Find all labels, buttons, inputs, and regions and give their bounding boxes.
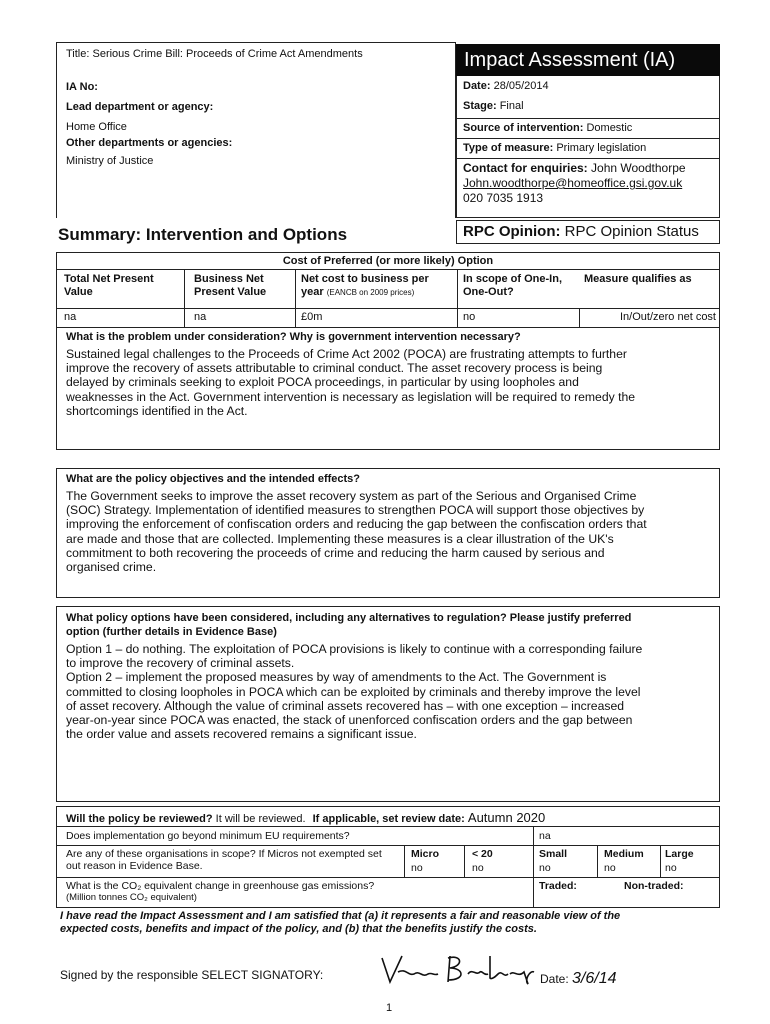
orgs-question: Are any of these organisations in scope? If Micros not exempted set out reason in Evidence Base. <box>66 848 382 872</box>
cost-val-one-in-one-out: no <box>463 311 476 323</box>
contact-block: Contact for enquiries: John Woodthorpe John.woodthorpe@homeoffice.gsi.gov.uk 020 7035 1913 <box>463 161 686 205</box>
options-text: Option 1 – do nothing. The exploitation of POCA provisions is likely to continue with a corresponding failure to improve the recovery of criminal assets. Option 2 – implement the proposed measures by way of amendments to the Act. The Government is committed to closing loopholes in POCA which can be exploited by criminals and thereby improve the level of asset recovery. Although the value of criminal assets recovered has – with one exception – increased year-on-year since POCA was enacted, the stack of unenforced confiscation orders and the gap between the order value and assets recovered remains a significant issue. <box>66 642 643 742</box>
lead-dept-label: Lead department or agency: <box>66 101 214 113</box>
signature-image <box>378 950 538 986</box>
orgs-value-micro: no <box>411 862 423 874</box>
cost-col-total-npv: Total Net Present Value <box>64 273 154 298</box>
traded-label: Traded: <box>539 880 577 892</box>
signature-date-value: 3/6/14 <box>572 970 617 987</box>
objectives-text: The Government seeks to improve the asset recovery system as part of the Serious and Organised Crime (SOC) Strategy. Implementation of identified measures to strengthen POCA will support those objectives by improving the enforcement of confiscation orders and reducing the gap between the confiscation orders that are made and those that are collected. Implementing these measures is a clear illustration of the UK's commitment to both recovering the proceeds of crime and reducing the harm caused by serious and organised crime. <box>66 489 647 575</box>
contact-email[interactable]: John.woodthorpe@homeoffice.gsi.gov.uk <box>463 176 683 190</box>
signature-scribble <box>378 950 538 986</box>
rpc-line: RPC Opinion: RPC Opinion Status <box>463 223 699 240</box>
orgs-header-micro: Micro <box>411 848 440 860</box>
cost-val-measure-qualifies: In/Out/zero net cost <box>620 311 716 323</box>
ia-banner <box>456 44 720 76</box>
ia-banner-text: Impact Assessment (IA) <box>464 49 676 71</box>
cost-table-caption: Cost of Preferred (or more likely) Option <box>282 255 494 267</box>
source-line: Source of intervention: Domestic <box>463 122 633 134</box>
stage-line: Stage: Final <box>463 100 524 112</box>
cost-val-business-npv: na <box>194 311 207 323</box>
objectives-question: What are the policy objectives and the intended effects? <box>66 473 361 485</box>
ia-no-label: IA No: <box>66 81 98 93</box>
options-question: What policy options have been considered, including any alternatives to regulation? Please justify preferred option (further details in Evidence Base) <box>66 612 632 638</box>
signature-label: Signed by the responsible SELECT SIGNATORY: <box>60 968 324 982</box>
orgs-value-small: no <box>539 862 551 874</box>
cost-col-net-cost: Net cost to business per year (EANCB on 2009 prices) <box>301 273 429 298</box>
signature-date-label: Date: <box>540 972 569 986</box>
cost-col-measure-qualifies: Measure qualifies as <box>584 273 692 285</box>
cost-col-business-npv: Business Net Present Value <box>194 273 267 298</box>
eu-answer: na <box>539 830 551 842</box>
orgs-header-under20: < 20 <box>472 848 493 860</box>
review-line: Will the policy be reviewed? It will be reviewed. If applicable, set review date: Autumn 2020 <box>66 810 546 825</box>
contact-phone: 020 7035 1913 <box>463 191 544 205</box>
orgs-header-medium: Medium <box>604 848 644 860</box>
orgs-value-medium: no <box>604 862 616 874</box>
orgs-header-large: Large <box>665 848 694 860</box>
title-line: Title: Serious Crime Bill: Proceeds of Crime Act Amendments <box>66 48 363 60</box>
co2-question: What is the CO₂ equivalent change in greenhouse gas emissions? (Million tonnes CO₂ equivalent) <box>66 880 375 903</box>
orgs-value-under20: no <box>472 862 484 874</box>
cost-val-total-npv: na <box>64 311 77 323</box>
orgs-value-large: no <box>665 862 677 874</box>
other-dept-label: Other departments or agencies: <box>66 137 233 149</box>
eu-question: Does implementation go beyond minimum EU requirements? <box>66 830 350 842</box>
problem-text: Sustained legal challenges to the Proceeds of Crime Act 2002 (POCA) are frustrating attempts to further improve the recovery of assets attributable to criminal conduct. The asset recovery process is being delayed by criminals seeking to exploit POCA proceedings, in particular by using loopholes and weaknesses in the Act. Government intervention is necessary as legislation will be required to remedy the shortcomings identified in the Act. <box>66 347 636 418</box>
date-line: Date: 28/05/2014 <box>463 80 549 92</box>
declaration: I have read the Impact Assessment and I am satisfied that (a) it represents a fair and reasonable view of the expected costs, benefits and impact of the policy, and (b) that the benefits justify the costs. <box>60 910 621 935</box>
cost-val-net-cost: £0m <box>301 311 323 323</box>
page-number: 1 <box>386 1002 393 1014</box>
cost-col-one-in-one-out: In scope of One-In, One-Out? <box>463 273 563 298</box>
nontraded-label: Non-traded: <box>624 880 684 892</box>
orgs-header-small: Small <box>539 848 568 860</box>
other-dept-value: Ministry of Justice <box>66 155 154 167</box>
summary-heading: Summary: Intervention and Options <box>58 225 348 244</box>
lead-dept-value: Home Office <box>66 121 127 133</box>
problem-question: What is the problem under consideration? Why is government intervention necessary? <box>66 331 521 343</box>
type-line: Type of measure: Primary legislation <box>463 142 647 154</box>
